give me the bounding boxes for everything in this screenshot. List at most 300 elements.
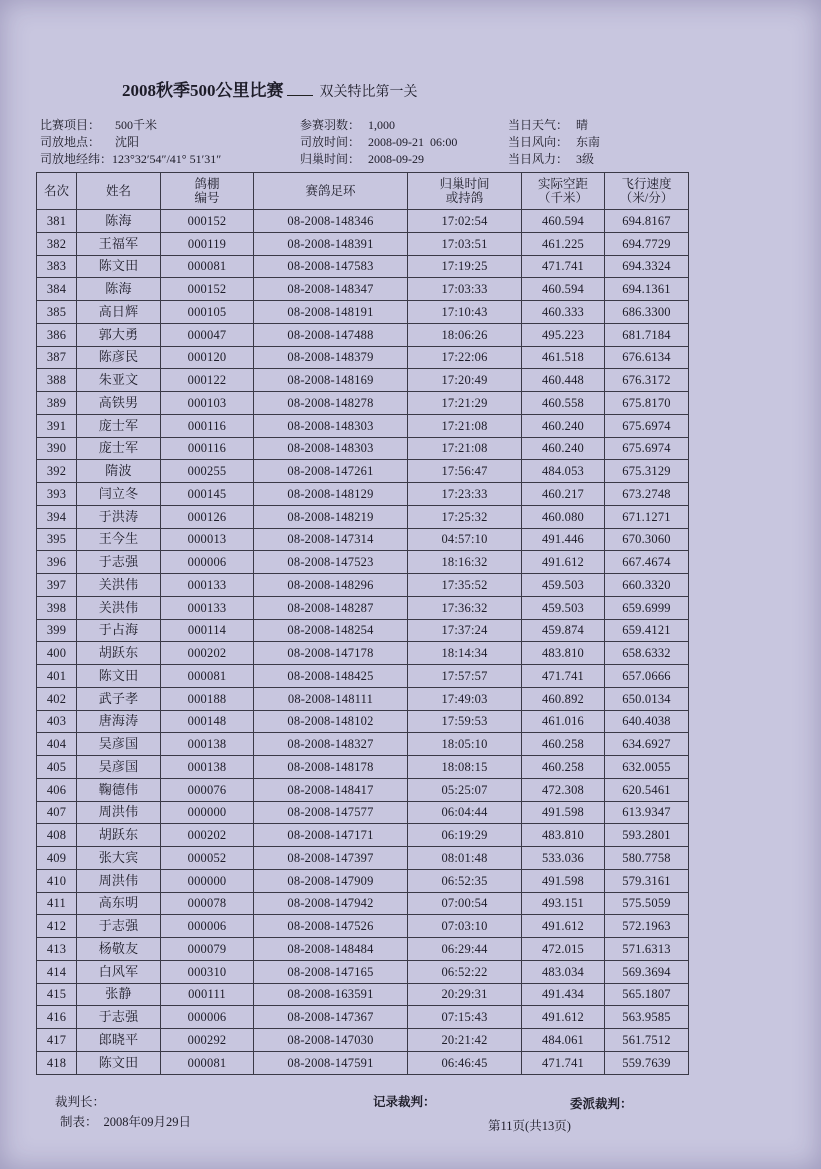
ring-number-cell: 08-2008-147397: [254, 847, 408, 870]
name-cell: 张大宾: [77, 847, 161, 870]
rank-cell: 406: [37, 778, 77, 801]
speed-cell: 675.6974: [605, 414, 689, 437]
name-cell: 关洪伟: [77, 596, 161, 619]
name-cell: 朱亚文: [77, 369, 161, 392]
arrival-time-cell: 18:16:32: [408, 551, 522, 574]
ring-number-cell: 08-2008-148169: [254, 369, 408, 392]
speed-cell: 675.6974: [605, 437, 689, 460]
arrival-time-cell: 06:04:44: [408, 801, 522, 824]
info-weather-label: 当日天气：: [508, 118, 569, 132]
table-row: [37, 1029, 689, 1052]
rank-cell: 388: [37, 369, 77, 392]
ring-number-cell: 08-2008-147261: [254, 460, 408, 483]
table-row: [37, 346, 689, 369]
title-sub: 双关特比第一关: [319, 85, 418, 100]
rank-cell: 399: [37, 619, 77, 642]
rank-cell: 389: [37, 392, 77, 415]
distance-cell: 533.036: [522, 847, 605, 870]
table-row: [37, 528, 689, 551]
name-cell: 陈文田: [77, 1051, 161, 1074]
arrival-time-cell: 06:29:44: [408, 938, 522, 961]
ring-number-cell: 08-2008-148296: [254, 574, 408, 597]
distance-cell: 493.151: [522, 892, 605, 915]
speed-cell: 620.5461: [605, 778, 689, 801]
loft-id-cell: 000152: [161, 210, 254, 233]
distance-cell: 491.446: [522, 528, 605, 551]
arrival-time-cell: 18:06:26: [408, 323, 522, 346]
ring-number-cell: 08-2008-147591: [254, 1051, 408, 1074]
rank-cell: 382: [37, 232, 77, 255]
arrival-time-cell: 17:25:32: [408, 505, 522, 528]
distance-cell: 483.034: [522, 960, 605, 983]
info-return-time-value: 2008-09-29: [368, 152, 424, 166]
info-return-time: [300, 151, 424, 168]
loft-id-cell: 000119: [161, 232, 254, 255]
loft-id-cell: 000310: [161, 960, 254, 983]
distance-cell: 459.874: [522, 619, 605, 642]
rank-cell: 403: [37, 710, 77, 733]
name-cell: 王福军: [77, 232, 161, 255]
distance-cell: 460.558: [522, 392, 605, 415]
page-indicator: 第11页(共13页): [488, 1119, 571, 1133]
name-cell: 吴彦国: [77, 756, 161, 779]
name-cell: 闫立冬: [77, 483, 161, 506]
rank-cell: 408: [37, 824, 77, 847]
speed-cell: 571.6313: [605, 938, 689, 961]
ring-number-cell: 08-2008-148346: [254, 210, 408, 233]
rank-cell: 412: [37, 915, 77, 938]
speed-cell: 675.8170: [605, 392, 689, 415]
distance-cell: 460.258: [522, 733, 605, 756]
info-release-time-value: 2008-09-21 06:00: [368, 135, 458, 149]
arrival-time-cell: 06:52:35: [408, 869, 522, 892]
table-row: [37, 1006, 689, 1029]
distance-cell: 459.503: [522, 574, 605, 597]
arrival-time-cell: 20:29:31: [408, 983, 522, 1006]
name-cell: 关洪伟: [77, 574, 161, 597]
name-cell: 高东明: [77, 892, 161, 915]
ring-number-cell: 08-2008-148178: [254, 756, 408, 779]
info-release-place: [40, 134, 139, 151]
header-row: [37, 173, 689, 210]
table-row: [37, 687, 689, 710]
record-judge-label: 记录裁判：: [373, 1095, 436, 1109]
info-coordinates-label: 司放地经纬：: [40, 152, 113, 166]
arrival-time-cell: 17:22:06: [408, 346, 522, 369]
table-row: [37, 255, 689, 278]
speed-cell: 579.3161: [605, 869, 689, 892]
arrival-time-cell: 18:14:34: [408, 642, 522, 665]
column-header-ring-number: 赛鸽足环: [254, 173, 408, 210]
speed-cell: 580.7758: [605, 847, 689, 870]
page-title: [122, 76, 418, 101]
ring-number-cell: 08-2008-147942: [254, 892, 408, 915]
ring-number-cell: 08-2008-163591: [254, 983, 408, 1006]
ring-number-cell: 08-2008-148303: [254, 437, 408, 460]
rank-cell: 409: [37, 847, 77, 870]
table-row: [37, 483, 689, 506]
results-table: [36, 172, 689, 1075]
speed-cell: 676.6134: [605, 346, 689, 369]
name-cell: 王今生: [77, 528, 161, 551]
ring-number-cell: 08-2008-148111: [254, 687, 408, 710]
loft-id-cell: 000202: [161, 824, 254, 847]
distance-cell: 472.308: [522, 778, 605, 801]
arrival-time-cell: 07:00:54: [408, 892, 522, 915]
info-release-place-label: 司放地点：: [40, 135, 101, 149]
arrival-time-cell: 18:05:10: [408, 733, 522, 756]
rank-cell: 391: [37, 414, 77, 437]
prepared-date: 2008年09月29日: [103, 1115, 192, 1129]
speed-cell: 640.4038: [605, 710, 689, 733]
info-wind-force: [508, 151, 594, 168]
ring-number-cell: 08-2008-147523: [254, 551, 408, 574]
arrival-time-cell: 17:19:25: [408, 255, 522, 278]
arrival-time-cell: 17:35:52: [408, 574, 522, 597]
loft-id-cell: 000076: [161, 778, 254, 801]
table-row: [37, 392, 689, 415]
speed-cell: 659.4121: [605, 619, 689, 642]
column-header-name: 姓名: [77, 173, 161, 210]
ring-number-cell: 08-2008-148287: [254, 596, 408, 619]
title-main: 2008秋季500公里比赛: [122, 81, 284, 100]
table-row: [37, 733, 689, 756]
name-cell: 于志强: [77, 551, 161, 574]
name-cell: 周洪伟: [77, 869, 161, 892]
rank-cell: 397: [37, 574, 77, 597]
distance-cell: 471.741: [522, 1051, 605, 1074]
name-cell: 庞士军: [77, 414, 161, 437]
arrival-time-cell: 17:20:49: [408, 369, 522, 392]
loft-id-cell: 000111: [161, 983, 254, 1006]
info-event: [40, 117, 157, 134]
rank-cell: 384: [37, 278, 77, 301]
rank-cell: 385: [37, 301, 77, 324]
ring-number-cell: 08-2008-148254: [254, 619, 408, 642]
info-birds-value: 1,000: [368, 118, 395, 132]
rank-cell: 398: [37, 596, 77, 619]
distance-cell: 461.518: [522, 346, 605, 369]
arrival-time-cell: 18:08:15: [408, 756, 522, 779]
arrival-time-cell: 05:25:07: [408, 778, 522, 801]
table-row: [37, 642, 689, 665]
arrival-time-cell: 17:56:47: [408, 460, 522, 483]
speed-cell: 694.1361: [605, 278, 689, 301]
arrival-time-cell: 17:21:08: [408, 414, 522, 437]
distance-cell: 471.741: [522, 665, 605, 688]
arrival-time-cell: 17:21:29: [408, 392, 522, 415]
info-birds: [300, 117, 395, 134]
rank-cell: 401: [37, 665, 77, 688]
rank-cell: 413: [37, 938, 77, 961]
table-row: [37, 778, 689, 801]
table-row: [37, 323, 689, 346]
name-cell: 白风军: [77, 960, 161, 983]
loft-id-cell: 000122: [161, 369, 254, 392]
loft-id-cell: 000000: [161, 869, 254, 892]
loft-id-cell: 000116: [161, 437, 254, 460]
table-row: [37, 460, 689, 483]
info-event-label: 比赛项目：: [40, 118, 101, 132]
arrival-time-cell: 06:19:29: [408, 824, 522, 847]
ring-number-cell: 08-2008-147165: [254, 960, 408, 983]
name-cell: 鞠德伟: [77, 778, 161, 801]
ring-number-cell: 08-2008-147526: [254, 915, 408, 938]
table-row: [37, 938, 689, 961]
chief-judge-label: 裁判长：: [55, 1095, 106, 1109]
loft-id-cell: 000103: [161, 392, 254, 415]
distance-cell: 491.612: [522, 551, 605, 574]
rank-cell: 387: [37, 346, 77, 369]
name-cell: 陈文田: [77, 255, 161, 278]
name-cell: 张静: [77, 983, 161, 1006]
info-weather: [508, 117, 588, 134]
table-row: [37, 801, 689, 824]
arrival-time-cell: 17:59:53: [408, 710, 522, 733]
rank-cell: 416: [37, 1006, 77, 1029]
name-cell: 于占海: [77, 619, 161, 642]
info-return-time-label: 归巢时间：: [300, 152, 361, 166]
table-row: [37, 960, 689, 983]
table-row: [37, 505, 689, 528]
loft-id-cell: 000081: [161, 1051, 254, 1074]
loft-id-cell: 000006: [161, 551, 254, 574]
ring-number-cell: 08-2008-147488: [254, 323, 408, 346]
loft-id-cell: 000255: [161, 460, 254, 483]
loft-id-cell: 000188: [161, 687, 254, 710]
distance-cell: 460.333: [522, 301, 605, 324]
speed-cell: 565.1807: [605, 983, 689, 1006]
speed-cell: 686.3300: [605, 301, 689, 324]
distance-cell: 460.217: [522, 483, 605, 506]
name-cell: 郭大勇: [77, 323, 161, 346]
column-header-loft-id: 鸽棚 编号: [161, 173, 254, 210]
title-blank-line: [287, 94, 313, 96]
arrival-time-cell: 07:15:43: [408, 1006, 522, 1029]
distance-cell: 460.258: [522, 756, 605, 779]
name-cell: 陈彦民: [77, 346, 161, 369]
distance-cell: 461.225: [522, 232, 605, 255]
distance-cell: 459.503: [522, 596, 605, 619]
ring-number-cell: 08-2008-147030: [254, 1029, 408, 1052]
speed-cell: 632.0055: [605, 756, 689, 779]
table-row: [37, 756, 689, 779]
distance-cell: 491.598: [522, 801, 605, 824]
arrival-time-cell: 17:21:08: [408, 437, 522, 460]
loft-id-cell: 000120: [161, 346, 254, 369]
arrival-time-cell: 17:57:57: [408, 665, 522, 688]
table-row: [37, 301, 689, 324]
table-row: [37, 574, 689, 597]
speed-cell: 559.7639: [605, 1051, 689, 1074]
speed-cell: 563.9585: [605, 1006, 689, 1029]
rank-cell: 404: [37, 733, 77, 756]
arrival-time-cell: 20:21:42: [408, 1029, 522, 1052]
ring-number-cell: 08-2008-148417: [254, 778, 408, 801]
arrival-time-cell: 06:52:22: [408, 960, 522, 983]
distance-cell: 460.240: [522, 414, 605, 437]
ring-number-cell: 08-2008-148347: [254, 278, 408, 301]
loft-id-cell: 000133: [161, 574, 254, 597]
table-row: [37, 414, 689, 437]
column-header-arrival-time: 归巢时间 或持鸽: [408, 173, 522, 210]
rank-cell: 381: [37, 210, 77, 233]
table-row: [37, 437, 689, 460]
distance-cell: 460.240: [522, 437, 605, 460]
name-cell: 唐海涛: [77, 710, 161, 733]
ring-number-cell: 08-2008-148327: [254, 733, 408, 756]
info-coordinates-value: 123°32′54″/41° 51′31″: [112, 152, 222, 166]
ring-number-cell: 08-2008-148278: [254, 392, 408, 415]
table-row: [37, 915, 689, 938]
info-release-time: [300, 134, 457, 151]
speed-cell: 659.6999: [605, 596, 689, 619]
table-row: [37, 983, 689, 1006]
loft-id-cell: 000013: [161, 528, 254, 551]
distance-cell: 495.223: [522, 323, 605, 346]
distance-cell: 471.741: [522, 255, 605, 278]
rank-cell: 411: [37, 892, 77, 915]
distance-cell: 460.448: [522, 369, 605, 392]
arrival-time-cell: 17:37:24: [408, 619, 522, 642]
name-cell: 周洪伟: [77, 801, 161, 824]
distance-cell: 460.080: [522, 505, 605, 528]
ring-number-cell: 08-2008-148303: [254, 414, 408, 437]
arrival-time-cell: 17:23:33: [408, 483, 522, 506]
appointed-judge-label: 委派裁判：: [570, 1097, 633, 1111]
distance-cell: 483.810: [522, 642, 605, 665]
name-cell: 庞士军: [77, 437, 161, 460]
ring-number-cell: 08-2008-148102: [254, 710, 408, 733]
info-wind-direction-value: 东南: [576, 135, 601, 149]
info-birds-label: 参赛羽数：: [300, 118, 361, 132]
speed-cell: 694.8167: [605, 210, 689, 233]
distance-cell: 491.598: [522, 869, 605, 892]
loft-id-cell: 000081: [161, 255, 254, 278]
arrival-time-cell: 17:49:03: [408, 687, 522, 710]
loft-id-cell: 000114: [161, 619, 254, 642]
table-row: [37, 824, 689, 847]
table-row: [37, 665, 689, 688]
speed-cell: 634.6927: [605, 733, 689, 756]
loft-id-cell: 000006: [161, 1006, 254, 1029]
arrival-time-cell: 08:01:48: [408, 847, 522, 870]
speed-cell: 575.5059: [605, 892, 689, 915]
speed-cell: 569.3694: [605, 960, 689, 983]
loft-id-cell: 000292: [161, 1029, 254, 1052]
distance-cell: 491.612: [522, 1006, 605, 1029]
prepared-by: [60, 1114, 191, 1130]
distance-cell: 491.612: [522, 915, 605, 938]
name-cell: 郎晓平: [77, 1029, 161, 1052]
rank-cell: 394: [37, 505, 77, 528]
arrival-time-cell: 07:03:10: [408, 915, 522, 938]
rank-cell: 415: [37, 983, 77, 1006]
arrival-time-cell: 06:46:45: [408, 1051, 522, 1074]
ring-number-cell: 08-2008-148191: [254, 301, 408, 324]
info-release-time-label: 司放时间：: [300, 135, 361, 149]
name-cell: 杨敬友: [77, 938, 161, 961]
speed-cell: 658.6332: [605, 642, 689, 665]
loft-id-cell: 000105: [161, 301, 254, 324]
distance-cell: 472.015: [522, 938, 605, 961]
loft-id-cell: 000079: [161, 938, 254, 961]
speed-cell: 675.3129: [605, 460, 689, 483]
speed-cell: 681.7184: [605, 323, 689, 346]
ring-number-cell: 08-2008-148484: [254, 938, 408, 961]
name-cell: 吴彦国: [77, 733, 161, 756]
table-row: [37, 210, 689, 233]
rank-cell: 386: [37, 323, 77, 346]
loft-id-cell: 000078: [161, 892, 254, 915]
ring-number-cell: 08-2008-147583: [254, 255, 408, 278]
speed-cell: 673.2748: [605, 483, 689, 506]
ring-number-cell: 08-2008-147171: [254, 824, 408, 847]
loft-id-cell: 000145: [161, 483, 254, 506]
distance-cell: 461.016: [522, 710, 605, 733]
rank-cell: 410: [37, 869, 77, 892]
rank-cell: 395: [37, 528, 77, 551]
ring-number-cell: 08-2008-148129: [254, 483, 408, 506]
ring-number-cell: 08-2008-147577: [254, 801, 408, 824]
table-row: [37, 551, 689, 574]
loft-id-cell: 000202: [161, 642, 254, 665]
name-cell: 隋波: [77, 460, 161, 483]
loft-id-cell: 000006: [161, 915, 254, 938]
speed-cell: 670.3060: [605, 528, 689, 551]
distance-cell: 484.061: [522, 1029, 605, 1052]
name-cell: 于志强: [77, 1006, 161, 1029]
name-cell: 胡跃东: [77, 642, 161, 665]
speed-cell: 676.3172: [605, 369, 689, 392]
column-header-distance: 实际空距 （千米）: [522, 173, 605, 210]
info-weather-value: 晴: [576, 118, 589, 132]
column-header-speed: 飞行速度 （米/分）: [605, 173, 689, 210]
speed-cell: 660.3320: [605, 574, 689, 597]
arrival-time-cell: 17:02:54: [408, 210, 522, 233]
ring-number-cell: 08-2008-148425: [254, 665, 408, 688]
arrival-time-cell: 17:10:43: [408, 301, 522, 324]
arrival-time-cell: 17:03:51: [408, 232, 522, 255]
prepared-label: 制表：: [60, 1115, 98, 1129]
name-cell: 高日辉: [77, 301, 161, 324]
rank-cell: 414: [37, 960, 77, 983]
rank-cell: 392: [37, 460, 77, 483]
column-header-rank: 名次: [37, 173, 77, 210]
table-row: [37, 278, 689, 301]
distance-cell: 483.810: [522, 824, 605, 847]
ring-number-cell: 08-2008-148219: [254, 505, 408, 528]
loft-id-cell: 000116: [161, 414, 254, 437]
loft-id-cell: 000052: [161, 847, 254, 870]
speed-cell: 671.1271: [605, 505, 689, 528]
ring-number-cell: 08-2008-147367: [254, 1006, 408, 1029]
speed-cell: 613.9347: [605, 801, 689, 824]
speed-cell: 572.1963: [605, 915, 689, 938]
table-row: [37, 892, 689, 915]
table-row: [37, 619, 689, 642]
ring-number-cell: 08-2008-147314: [254, 528, 408, 551]
results-body: [37, 210, 689, 1075]
speed-cell: 657.0666: [605, 665, 689, 688]
speed-cell: 593.2801: [605, 824, 689, 847]
name-cell: 于志强: [77, 915, 161, 938]
rank-cell: 390: [37, 437, 77, 460]
loft-id-cell: 000138: [161, 733, 254, 756]
loft-id-cell: 000081: [161, 665, 254, 688]
name-cell: 于洪涛: [77, 505, 161, 528]
distance-cell: 460.892: [522, 687, 605, 710]
